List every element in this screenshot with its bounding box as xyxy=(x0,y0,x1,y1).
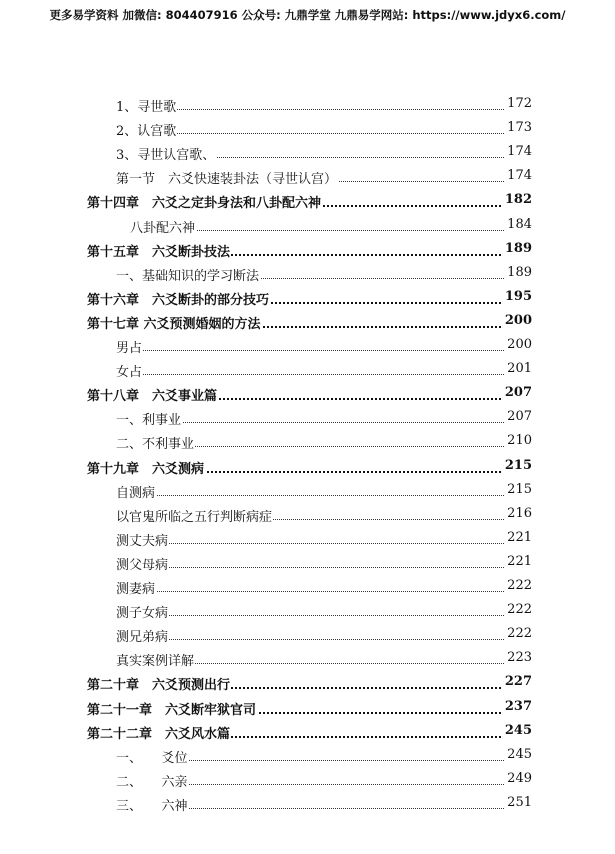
toc-title: 第十八章 六爻事业篇 xyxy=(87,385,218,404)
toc-title: 2、认宫歌 xyxy=(116,120,177,139)
toc-title: 八卦配六神 xyxy=(130,217,196,236)
toc-page-number: 189 xyxy=(505,265,532,280)
toc-entry-row xyxy=(0,791,615,815)
toc-entry-row xyxy=(0,550,615,574)
toc-entry-row xyxy=(0,743,615,767)
toc-page-number: 201 xyxy=(505,361,532,376)
toc-title: 第二十章 六爻预测出行 xyxy=(87,674,231,693)
toc-page-number: 174 xyxy=(505,144,532,159)
toc-entry-row xyxy=(0,116,615,140)
toc-page-number: 245 xyxy=(505,747,532,762)
toc-entry-row xyxy=(0,622,615,646)
toc-entry-row xyxy=(0,767,615,791)
toc-title: 第十七章 六爻预测婚姻的方法 xyxy=(87,313,262,332)
toc-page-number: 222 xyxy=(505,602,532,617)
toc-title: 男占 xyxy=(116,337,143,356)
toc-page-number: 245 xyxy=(502,723,532,738)
toc-page-number: 200 xyxy=(502,313,532,328)
toc-page-number: 249 xyxy=(505,771,532,786)
toc-entry-row xyxy=(0,405,615,429)
toc-chapter-row xyxy=(0,719,615,743)
toc-chapter-row xyxy=(0,454,615,478)
toc-dot-leader xyxy=(116,639,504,640)
toc-title: 一、利事业 xyxy=(116,409,182,428)
toc-title: 第十六章 六爻断卦的部分技巧 xyxy=(87,289,270,308)
toc-title: 第十五章 六爻断卦技法 xyxy=(87,241,231,260)
toc-entry-row xyxy=(0,598,615,622)
toc-page-number: 222 xyxy=(505,626,532,641)
toc-dot-leader xyxy=(116,591,504,592)
toc-title: 第二十一章 六爻断牢狱官司 xyxy=(87,699,257,718)
toc-chapter-row xyxy=(0,695,615,719)
toc-title: 女占 xyxy=(116,361,143,380)
toc-page-number: 184 xyxy=(505,217,532,232)
toc-page-number: 173 xyxy=(505,120,532,135)
toc-title: 第一节 六爻快速装卦法（寻世认宫） xyxy=(116,168,338,187)
toc-title: 测父母病 xyxy=(116,554,169,573)
page-header: 更多易学资料 加微信: 804407916 公众号: 九鼎学堂 九鼎易学网站: https://www.jdyx6.com/ xyxy=(49,8,566,22)
toc-title: 1、寻世歌 xyxy=(116,96,177,115)
toc-dot-leader xyxy=(116,567,504,568)
toc-title: 测兄弟病 xyxy=(116,626,169,645)
toc-title: 测丈夫病 xyxy=(116,530,169,549)
toc-entry-row xyxy=(0,502,615,526)
toc-page-number: 182 xyxy=(502,192,532,207)
toc-entry-row xyxy=(0,429,615,453)
toc-dot-leader xyxy=(116,495,504,496)
toc-page-number: 251 xyxy=(505,795,532,810)
toc-entry-row xyxy=(0,92,615,116)
toc-page-number: 222 xyxy=(505,578,532,593)
toc-page-number: 189 xyxy=(502,241,532,256)
toc-title: 真实案例详解 xyxy=(116,650,195,669)
toc-dot-leader xyxy=(116,615,504,616)
toc-entry-row xyxy=(0,333,615,357)
toc-page-number: 227 xyxy=(502,674,532,689)
toc-chapter-row xyxy=(0,237,615,261)
toc-entry-row xyxy=(0,574,615,598)
toc-title: 第十九章 六爻测病 xyxy=(87,458,205,477)
toc-page-number: 215 xyxy=(502,458,532,473)
toc-entry-row xyxy=(0,164,615,188)
toc-title: 第十四章 六爻之定卦身法和八卦配六神 xyxy=(87,192,322,211)
toc-chapter-row xyxy=(0,381,615,405)
toc-page-number: 207 xyxy=(502,385,532,400)
toc-page-number: 237 xyxy=(502,699,532,714)
toc-title: 二、 六亲 xyxy=(116,771,189,790)
toc-chapter-row xyxy=(0,285,615,309)
toc-dot-leader xyxy=(116,350,504,351)
toc-title: 一、 爻位 xyxy=(116,747,189,766)
toc-page-number: 172 xyxy=(505,96,532,111)
toc-page-number: 221 xyxy=(505,530,532,545)
toc-page-number: 207 xyxy=(505,409,532,424)
toc-dot-leader xyxy=(116,543,504,544)
toc-chapter-row xyxy=(0,309,615,333)
toc-chapter-row xyxy=(0,670,615,694)
toc-dot-leader xyxy=(116,374,504,375)
toc-entry-row xyxy=(0,357,615,381)
toc-title: 一、基础知识的学习断法 xyxy=(116,265,260,284)
toc-page-number: 195 xyxy=(502,289,532,304)
toc-page-number: 174 xyxy=(505,168,532,183)
toc-page-number: 223 xyxy=(505,650,532,665)
toc-entry-row xyxy=(0,526,615,550)
toc-title: 自测病 xyxy=(116,482,156,501)
toc-entry-row xyxy=(0,478,615,502)
toc-title: 第二十二章 六爻风水篇 xyxy=(87,723,231,742)
toc-page-number: 221 xyxy=(505,554,532,569)
toc-page-number: 210 xyxy=(505,433,532,448)
toc-page-number: 215 xyxy=(505,482,532,497)
toc-title: 二、不利事业 xyxy=(116,433,195,452)
toc-title: 3、寻世认宫歌、 xyxy=(116,144,216,163)
toc-page-number: 216 xyxy=(505,506,532,521)
toc-chapter-row xyxy=(0,188,615,212)
toc-entry-row xyxy=(0,261,615,285)
toc-entry-row xyxy=(0,140,615,164)
toc-page-number: 200 xyxy=(505,337,532,352)
toc-entry-row xyxy=(0,213,615,237)
toc-title: 测妻病 xyxy=(116,578,156,597)
toc-title: 测子女病 xyxy=(116,602,169,621)
toc-title: 以官鬼所临之五行判断病症 xyxy=(116,506,273,525)
toc-title: 三、 六神 xyxy=(116,795,189,814)
toc-entry-row xyxy=(0,646,615,670)
